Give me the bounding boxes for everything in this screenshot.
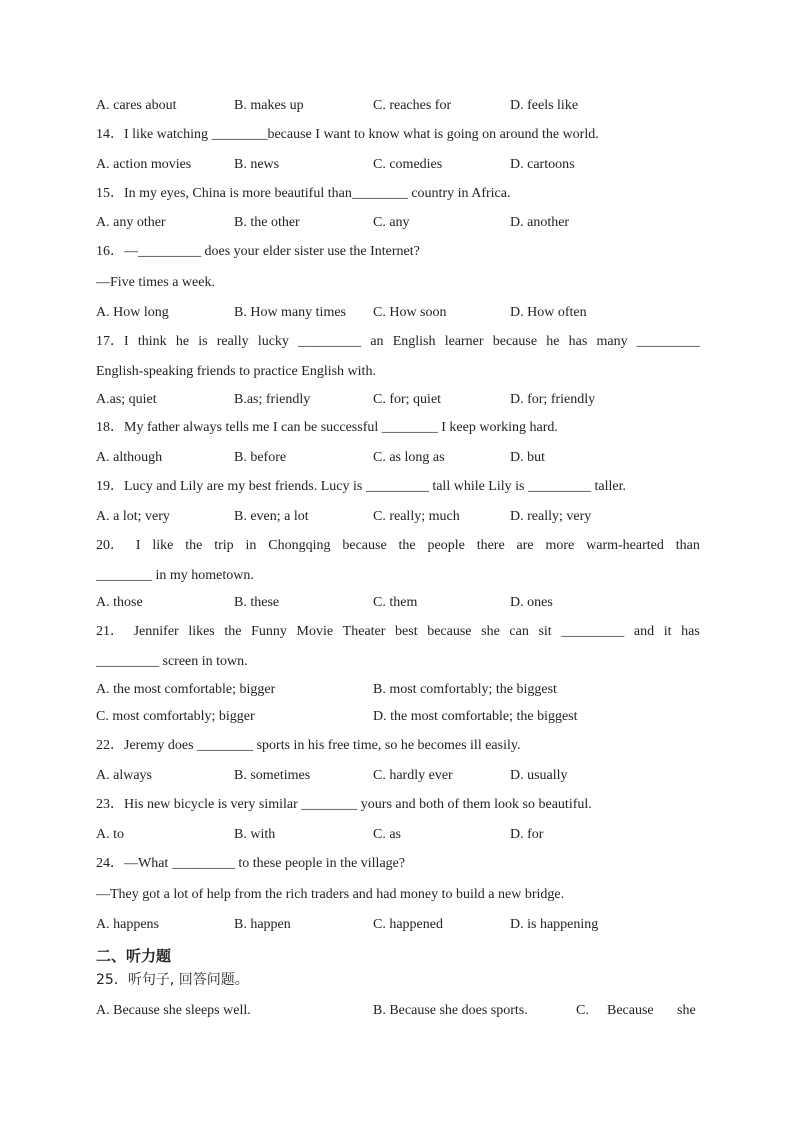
q19-options bbox=[96, 508, 700, 526]
q14-options bbox=[96, 156, 700, 174]
q15-stem: 15．In my eyes, China is more beautiful than________ country in Africa. bbox=[96, 186, 511, 201]
option-c[interactable]: C. How soon bbox=[373, 305, 447, 320]
option-d[interactable]: D. ones bbox=[510, 595, 553, 610]
option-a[interactable]: A. those bbox=[96, 595, 143, 610]
q24-answer: —They got a lot of help from the rich traders and had money to build a new bridge. bbox=[96, 887, 565, 902]
option-a[interactable]: A. although bbox=[96, 450, 163, 465]
option-b[interactable]: B. with bbox=[234, 827, 276, 842]
option-c[interactable]: C. any bbox=[373, 215, 410, 230]
q16-stem: 16．—_________ does your elder sister use the Internet? bbox=[96, 244, 420, 259]
option-d[interactable]: D. for; friendly bbox=[510, 392, 596, 407]
q17-options bbox=[96, 391, 700, 409]
q18-options bbox=[96, 449, 700, 467]
option-d[interactable]: D. really; very bbox=[510, 509, 592, 524]
option-b[interactable]: B. before bbox=[234, 450, 287, 465]
q22-options bbox=[96, 767, 700, 785]
option-b[interactable]: B. even; a lot bbox=[234, 509, 309, 524]
q20-stem-continued: ________ in my hometown. bbox=[96, 568, 254, 583]
q14-stem: 14．I like watching ________because I want to know what is going on around the world. bbox=[96, 127, 599, 142]
option-a[interactable]: A. cares about bbox=[96, 98, 177, 113]
option-b[interactable]: B. news bbox=[234, 157, 280, 172]
option-d[interactable]: D. the most comfortable; the biggest bbox=[373, 709, 578, 724]
option-d[interactable]: D. cartoons bbox=[510, 157, 575, 172]
q20-stem: 20． I like the trip in Chongqing because the people there are more warm-hearted than bbox=[96, 538, 700, 553]
q21-stem: 21． Jennifer likes the Funny Movie Theater best because she can sit _________ and it has bbox=[96, 624, 700, 639]
option-c[interactable]: C. as long as bbox=[373, 450, 445, 465]
q21-options-row2 bbox=[96, 708, 700, 726]
option-d[interactable]: D. usually bbox=[510, 768, 568, 783]
option-c-text-2: she bbox=[677, 1003, 696, 1018]
option-b[interactable]: B. these bbox=[234, 595, 280, 610]
q16-options bbox=[96, 304, 700, 322]
option-a[interactable]: A. Because she sleeps well. bbox=[96, 1003, 251, 1018]
option-b[interactable]: B. happen bbox=[234, 917, 291, 932]
option-d[interactable]: D. another bbox=[510, 215, 570, 230]
option-c[interactable]: C. them bbox=[373, 595, 418, 610]
option-b[interactable]: B. most comfortably; the biggest bbox=[373, 682, 557, 697]
q21-options-row1 bbox=[96, 681, 700, 699]
option-a[interactable]: A. to bbox=[96, 827, 124, 842]
option-b[interactable]: B. sometimes bbox=[234, 768, 311, 783]
option-a[interactable]: A.as; quiet bbox=[96, 392, 157, 407]
option-b[interactable]: B.as; friendly bbox=[234, 392, 311, 407]
q23-options bbox=[96, 826, 700, 844]
q23-stem: 23．His new bicycle is very similar ________ yours and both of them look so beautiful. bbox=[96, 797, 592, 812]
option-c[interactable]: C. comedies bbox=[373, 157, 443, 172]
q17-stem-continued: English-speaking friends to practice English with. bbox=[96, 364, 376, 379]
option-d[interactable]: D. is happening bbox=[510, 917, 599, 932]
q21-stem-continued: _________ screen in town. bbox=[96, 654, 248, 669]
q18-stem: 18．My father always tells me I can be successful ________ I keep working hard. bbox=[96, 420, 558, 435]
option-c[interactable]: C. bbox=[576, 1003, 589, 1018]
option-c[interactable]: C. really; much bbox=[373, 509, 460, 524]
option-d[interactable]: D. but bbox=[510, 450, 545, 465]
option-c[interactable]: C. most comfortably; bigger bbox=[96, 709, 255, 724]
option-c[interactable]: C. reaches for bbox=[373, 98, 452, 113]
option-c-text-1: Because bbox=[607, 1003, 654, 1018]
q22-stem: 22．Jeremy does ________ sports in his free time, so he becomes ill easily. bbox=[96, 738, 521, 753]
option-d[interactable]: D. for bbox=[510, 827, 544, 842]
option-d[interactable]: D. feels like bbox=[510, 98, 579, 113]
option-b[interactable]: B. Because she does sports. bbox=[373, 1003, 528, 1018]
option-b[interactable]: B. How many times bbox=[234, 305, 346, 320]
option-a[interactable]: A. the most comfortable; bigger bbox=[96, 682, 276, 697]
q20-options bbox=[96, 594, 700, 612]
option-c[interactable]: C. happened bbox=[373, 917, 443, 932]
q25-stem: 25．听句子, 回答问题。 bbox=[96, 972, 249, 988]
option-d[interactable]: D. How often bbox=[510, 305, 587, 320]
option-a[interactable]: A. How long bbox=[96, 305, 169, 320]
q25-options bbox=[96, 1002, 700, 1020]
option-a[interactable]: A. action movies bbox=[96, 157, 192, 172]
q16-answer: —Five times a week. bbox=[96, 275, 215, 290]
option-b[interactable]: B. makes up bbox=[234, 98, 304, 113]
q24-options bbox=[96, 916, 700, 934]
q19-stem: 19．Lucy and Lily are my best friends. Lucy is _________ tall while Lily is _________ taller. bbox=[96, 479, 626, 494]
q15-options bbox=[96, 214, 700, 232]
option-a[interactable]: A. a lot; very bbox=[96, 509, 170, 524]
option-a[interactable]: A. happens bbox=[96, 917, 159, 932]
option-a[interactable]: A. always bbox=[96, 768, 152, 783]
option-b[interactable]: B. the other bbox=[234, 215, 300, 230]
option-c[interactable]: C. hardly ever bbox=[373, 768, 453, 783]
option-a[interactable]: A. any other bbox=[96, 215, 166, 230]
q24-stem: 24．—What _________ to these people in the village? bbox=[96, 856, 406, 871]
q17-stem: 17．I think he is really lucky _________ an English learner because he has many _________ bbox=[96, 334, 700, 349]
option-c[interactable]: C. for; quiet bbox=[373, 392, 442, 407]
section-title-listening: 二、听力题 bbox=[96, 947, 172, 965]
option-c[interactable]: C. as bbox=[373, 827, 401, 842]
q13-options bbox=[96, 97, 700, 115]
